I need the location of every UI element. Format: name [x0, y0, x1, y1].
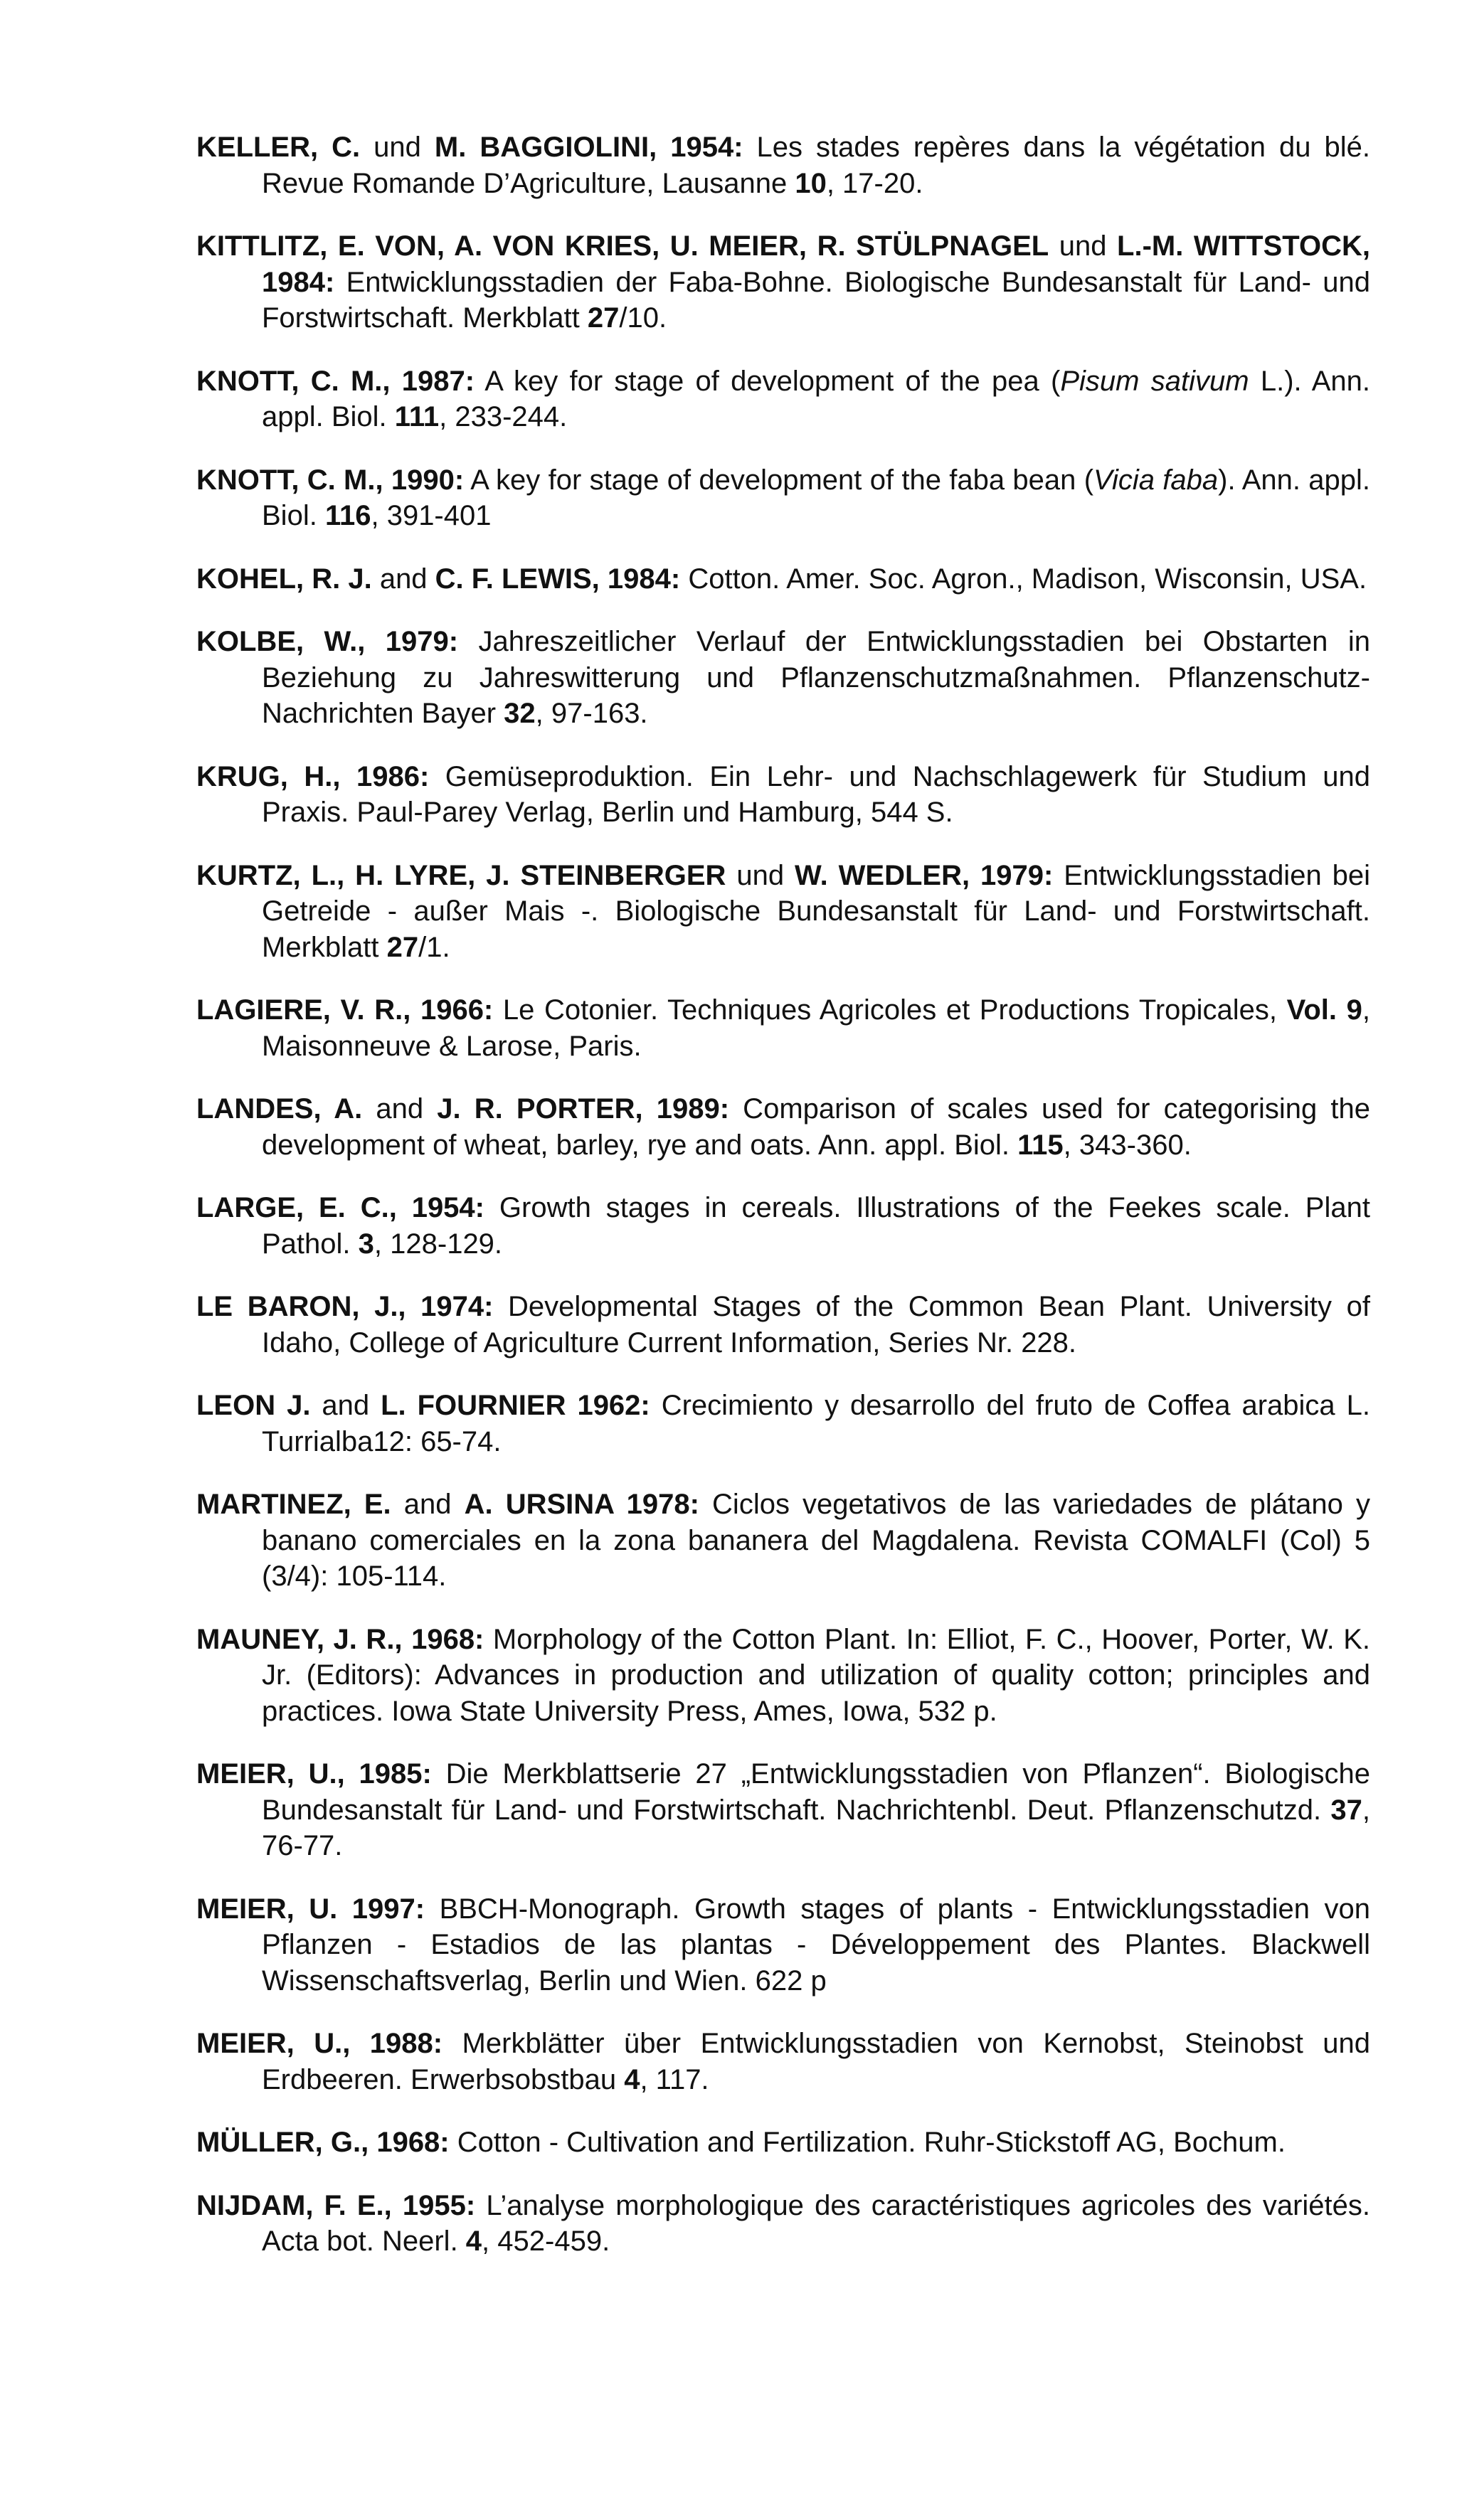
reference-text: , 343-360.: [1063, 1129, 1192, 1161]
reference-text: , 17-20.: [826, 167, 923, 199]
reference-text: Crecimiento y desarrollo del fruto de Coffea arabica L. Turrialba12: 65-74.: [262, 1390, 1370, 1457]
reference-author-or-volume: 4: [624, 2063, 640, 2095]
reference-text: Le Cotonier. Techniques Agricoles et Productions Tropicales,: [493, 994, 1287, 1026]
reference-author-or-volume: KNOTT, C. M., 1987:: [196, 365, 475, 397]
reference-text: Growth stages in cereals. Illustrations of the Feekes scale. Plant Pathol.: [262, 1192, 1370, 1260]
reference-text: Developmental Stages of the Common Bean Plant. University of Idaho, College of Agriculture Current Information, Series Nr. 228.: [262, 1291, 1370, 1359]
reference-text: L’analyse morphologique des caractéristiques agricoles des variétés. Acta bot. Neerl.: [262, 2189, 1370, 2257]
reference-entry: [196, 2026, 1370, 2098]
reference-author-or-volume: LANDES, A.: [196, 1093, 363, 1125]
reference-entry: [196, 1289, 1370, 1361]
reference-entry: [196, 1487, 1370, 1595]
reference-text: , 117.: [640, 2063, 709, 2095]
reference-entry: [196, 2188, 1370, 2260]
reference-author-or-volume: MÜLLER, G., 1968:: [196, 2127, 450, 2158]
reference-author-or-volume: 4: [465, 2226, 482, 2257]
reference-author-or-volume: 3: [358, 1228, 374, 1260]
reference-author-or-volume: 115: [1017, 1129, 1064, 1161]
reference-text: A key for stage of development of the faba bean (: [464, 464, 1094, 496]
reference-text: /1.: [418, 931, 450, 963]
reference-author-or-volume: MAUNEY, J. R., 1968:: [196, 1623, 484, 1655]
reference-author-or-volume: 27: [587, 302, 620, 334]
reference-author-or-volume: MEIER, U., 1985:: [196, 1758, 432, 1790]
reference-author-or-volume: 111: [394, 401, 440, 432]
reference-author-or-volume: KELLER, C.: [196, 132, 361, 163]
reference-author-or-volume: 116: [324, 500, 371, 531]
reference-author-or-volume: KITTLITZ, E. VON, A. VON KRIES, U. MEIER, R. STÜLPNAGEL: [196, 230, 1049, 262]
reference-author-or-volume: J. R. PORTER, 1989:: [437, 1093, 730, 1125]
reference-author-or-volume: 37: [1330, 1794, 1362, 1826]
reference-text: Merkblätter über Entwicklungsstadien von Kernobst, Steinobst und Erdbeeren. Erwerbsobstbau: [262, 2028, 1370, 2095]
reference-text: and: [310, 1390, 381, 1421]
reference-author-or-volume: LEON J.: [196, 1390, 311, 1421]
reference-text: , 391-401: [371, 500, 492, 531]
reference-entry: [196, 858, 1370, 966]
reference-author-or-volume: LE BARON, J., 1974:: [196, 1291, 494, 1322]
reference-author-or-volume: NIJDAM, F. E., 1955:: [196, 2189, 476, 2221]
reference-entry: [196, 561, 1370, 597]
reference-species-name: Vicia faba: [1093, 464, 1219, 496]
reference-entry: [196, 462, 1370, 534]
reference-entry: [196, 1091, 1370, 1163]
reference-author-or-volume: MEIER, U. 1997:: [196, 1893, 425, 1925]
reference-text: und: [726, 859, 795, 891]
reference-author-or-volume: Vol. 9: [1286, 994, 1362, 1026]
reference-entry: [196, 1388, 1370, 1460]
reference-author-or-volume: KNOTT, C. M., 1990:: [196, 464, 465, 496]
reference-text: /10.: [619, 302, 667, 334]
reference-author-or-volume: W. WEDLER, 1979:: [795, 859, 1054, 891]
reference-text: Die Merkblattserie 27 „Entwicklungsstadien von Pflanzen“. Biologische Bundesanstalt für Land- und Forstwirtschaft. Nachrichtenbl. Deut. Pflanzenschutzd.: [262, 1758, 1370, 1826]
reference-text: Gemüseproduktion. Ein Lehr- und Nachschlagewerk für Studium und Praxis. Paul-Parey Verlag, Berlin und Hamburg, 544 S.: [262, 760, 1371, 828]
reference-entry: [196, 129, 1370, 201]
reference-text: , 97-163.: [535, 698, 648, 729]
reference-author-or-volume: MEIER, U., 1988:: [196, 2028, 443, 2059]
reference-author-or-volume: KOLBE, W., 1979:: [196, 626, 459, 657]
reference-author-or-volume: KOHEL, R. J.: [196, 563, 372, 595]
reference-text: Les stades repères dans la végétation du blé. Revue Romande D’Agriculture, Lausanne: [262, 132, 1370, 199]
reference-text: , Maisonneuve & Larose, Paris.: [262, 994, 1371, 1062]
reference-entry: [196, 1756, 1370, 1864]
reference-entry: [196, 1622, 1370, 1730]
reference-text: , 233-244.: [439, 401, 568, 432]
reference-author-or-volume: L.-M. WITTSTOCK, 1984:: [262, 230, 1371, 298]
reference-entry: [196, 992, 1370, 1064]
reference-text: L.). Ann. appl. Biol.: [262, 365, 1371, 432]
reference-species-name: Pisum sativum: [1060, 365, 1249, 397]
reference-text: , 452-459.: [482, 2226, 610, 2257]
reference-text: and: [371, 563, 435, 595]
reference-author-or-volume: KRUG, H., 1986:: [196, 760, 430, 792]
reference-author-or-volume: 32: [504, 698, 536, 729]
reference-entry: [196, 363, 1370, 435]
reference-entry: [196, 2125, 1370, 2161]
reference-text: Morphology of the Cotton Plant. In: Elliot, F. C., Hoover, Porter, W. K. Jr. (Editors): Advances in production and utilization of quality cotton; principles and practices. Iowa State University Press, Ames, Iowa, 532 p.: [262, 1623, 1370, 1727]
reference-author-or-volume: L. FOURNIER 1962:: [381, 1390, 650, 1421]
reference-entry: [196, 228, 1370, 336]
reference-text: and: [362, 1093, 438, 1125]
reference-text: , 128-129.: [373, 1228, 503, 1260]
reference-text: and: [391, 1489, 465, 1520]
reference-author-or-volume: LAGIERE, V. R., 1966:: [196, 994, 494, 1026]
reference-author-or-volume: 27: [386, 931, 419, 963]
reference-author-or-volume: M. BAGGIOLINI, 1954:: [434, 132, 743, 163]
reference-text: ). Ann. appl. Biol.: [262, 464, 1371, 531]
reference-author-or-volume: KURTZ, L., H. LYRE, J. STEINBERGER: [196, 859, 726, 891]
reference-list: [196, 129, 1370, 2287]
reference-text: Cotton. Amer. Soc. Agron., Madison, Wisconsin, USA.: [680, 563, 1367, 595]
reference-entry: [196, 1891, 1370, 1999]
reference-text: Comparison of scales used for categorising the development of wheat, barley, rye and oats. Ann. appl. Biol.: [262, 1093, 1371, 1161]
reference-entry: [196, 624, 1370, 732]
reference-entry: [196, 1190, 1370, 1262]
reference-text: A key for stage of development of the pea (: [475, 365, 1061, 397]
reference-text: , 76-77.: [262, 1794, 1370, 1861]
reference-text: Jahreszeitlicher Verlauf der Entwicklungsstadien bei Obstarten in Beziehung zu Jahreswitterung und Pflanzenschutzmaßnahmen. Pflanzenschutz-Nachrichten Bayer: [262, 626, 1370, 729]
reference-author-or-volume: A. URSINA 1978:: [464, 1489, 699, 1520]
reference-author-or-volume: LARGE, E. C., 1954:: [196, 1192, 484, 1223]
reference-author-or-volume: 10: [795, 167, 827, 199]
reference-text: Ciclos vegetativos de las variedades de plátano y banano comerciales en la zona bananera del Magdalena. Revista COMALFI (Col) 5 (3/4): 105-114.: [262, 1489, 1371, 1592]
reference-text: Entwicklungsstadien der Faba-Bohne. Biologische Bundesanstalt für Land- und Forstwirtschaft. Merkblatt: [262, 266, 1370, 334]
reference-author-or-volume: C. F. LEWIS, 1984:: [435, 563, 681, 595]
reference-text: und: [1049, 230, 1118, 262]
reference-entry: [196, 759, 1370, 831]
reference-text: BBCH-Monograph. Growth stages of plants - Entwicklungsstadien von Pflanzen - Estadios de las plantas - Développement des Plantes. Blackwell Wissenschaftsverlag, Berlin und Wien. 622 p: [262, 1893, 1370, 1997]
reference-text: und: [360, 132, 435, 163]
reference-text: Entwicklungsstadien bei Getreide - außer Mais -. Biologische Bundesanstalt für Land- und Forstwirtschaft. Merkblatt: [262, 859, 1371, 963]
reference-text: Cotton - Cultivation and Fertilization. Ruhr-Stickstoff AG, Bochum.: [449, 2127, 1286, 2158]
reference-author-or-volume: MARTINEZ, E.: [196, 1489, 391, 1520]
